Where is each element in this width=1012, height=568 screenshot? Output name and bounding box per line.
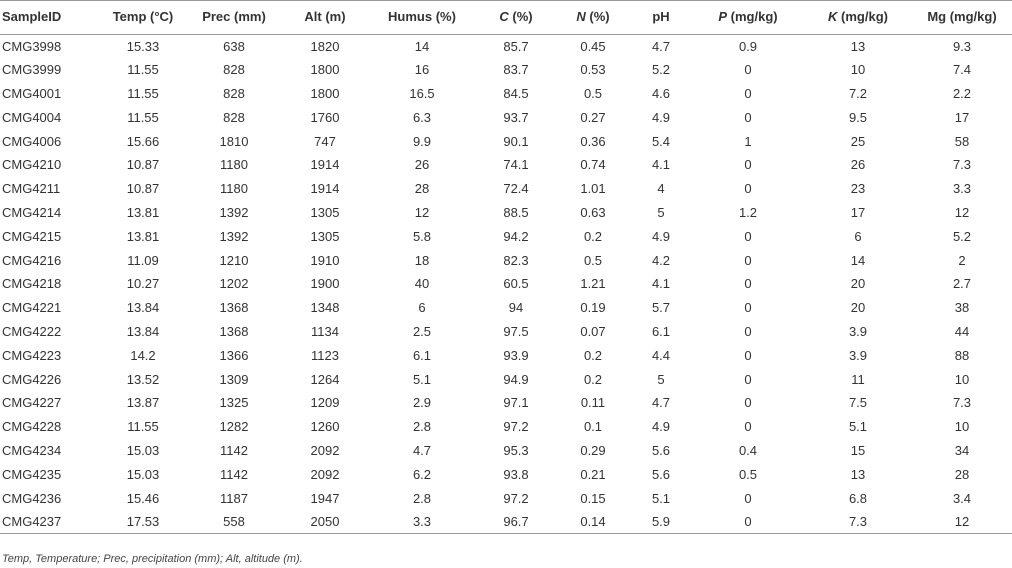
- table-cell: 88.5: [503, 204, 529, 220]
- column-header-unit: (mg/kg): [837, 9, 888, 25]
- table-cell: 0.27: [580, 109, 606, 125]
- table-cell: 0.14: [556, 510, 630, 534]
- table-row: [0, 343, 1012, 367]
- column-header: [368, 0, 476, 34]
- column-header: [100, 0, 186, 34]
- table-cell: 0: [744, 252, 752, 268]
- table-cell: 28: [414, 181, 430, 197]
- table-cell: 3.4: [952, 490, 972, 506]
- table-cell: 6.2: [412, 466, 432, 482]
- table-row: [0, 391, 1012, 415]
- table-cell: 3.3: [952, 181, 972, 197]
- table-cell: 0.63: [580, 204, 606, 220]
- table-cell: 4.1: [651, 157, 671, 173]
- table-cell: 0.11: [580, 395, 606, 411]
- table-cell: 11.55: [127, 85, 159, 101]
- table-cell: 97.1: [503, 395, 529, 411]
- table-cell: 10.27: [126, 276, 160, 292]
- table-cell: 97.2: [503, 490, 529, 506]
- table-cell: 1392: [219, 204, 249, 220]
- table-cell: 94: [508, 300, 524, 316]
- table-row: [0, 296, 1012, 320]
- table-cell: 15.46: [126, 490, 160, 506]
- table-cell: 4.2: [651, 252, 671, 268]
- table-cell: 2050: [282, 510, 368, 534]
- table-cell: 0.5: [738, 466, 758, 482]
- table-cell: 15.03: [126, 442, 160, 458]
- table-cell: 1209: [310, 395, 340, 411]
- table-cell: 1305: [310, 204, 340, 220]
- table-cell: 0.5: [583, 252, 603, 268]
- table-cell: 1820: [310, 38, 340, 54]
- table-row: [0, 248, 1012, 272]
- table-cell: 2.2: [952, 85, 972, 101]
- sample-id-cell: CMG4214: [2, 204, 62, 220]
- column-header: [556, 0, 630, 34]
- sample-id-cell: CMG4210: [2, 157, 62, 173]
- table-cell: 1187: [220, 490, 248, 506]
- table-row: [0, 224, 1012, 248]
- table-cell: 0.29: [580, 442, 606, 458]
- table-row: [0, 105, 1012, 129]
- table-cell: 0.2: [583, 371, 603, 387]
- table-cell: 0: [744, 419, 752, 435]
- table-cell: 6: [418, 300, 426, 316]
- table-cell: 11.55: [127, 419, 159, 435]
- table-cell: 44: [954, 323, 970, 339]
- sample-id-cell: CMG3998: [2, 38, 62, 54]
- table-cell: 60.5: [503, 276, 529, 292]
- table-cell: 13.84: [126, 323, 160, 339]
- column-header-unit: (mg/kg): [727, 9, 778, 25]
- table-cell: 14: [850, 252, 866, 268]
- table-cell: 1142: [220, 466, 248, 482]
- table-cell: 3.9: [848, 323, 868, 339]
- table-cell: 97.5: [503, 323, 529, 339]
- table-cell: 18: [414, 252, 430, 268]
- table-cell: 0.2: [583, 347, 603, 363]
- table-cell: 14.2: [130, 347, 156, 363]
- table-cell: 4.6: [651, 85, 671, 101]
- column-header-label: Temp (°C): [112, 9, 174, 25]
- table-cell: 74.1: [503, 157, 529, 173]
- table-row: [0, 34, 1012, 58]
- table-cell: 2092: [310, 466, 340, 482]
- table-cell: 13: [850, 38, 866, 54]
- table-cell: 0: [744, 228, 752, 244]
- column-header-variable: N: [576, 9, 586, 25]
- table-cell: 0.1: [583, 419, 603, 435]
- table-cell: 38: [954, 300, 970, 316]
- table-cell: 93.9: [503, 347, 529, 363]
- table-cell: 2.8: [412, 490, 432, 506]
- column-header: [476, 0, 556, 34]
- table-cell: 12: [912, 510, 1012, 534]
- table-cell: 1142: [220, 442, 248, 458]
- table-body: [0, 34, 1012, 534]
- table-cell: 1760: [310, 109, 340, 125]
- column-header-label: Humus (%): [388, 9, 456, 25]
- table-cell: 5.6: [651, 466, 671, 482]
- table-cell: 1.01: [580, 181, 606, 197]
- table-cell: 2.5: [412, 323, 432, 339]
- table-cell: 1202: [219, 276, 249, 292]
- table-cell: 9.5: [848, 109, 868, 125]
- table-cell: 4.9: [651, 228, 671, 244]
- table-cell: 0.53: [580, 62, 606, 78]
- table-cell: 6.8: [848, 490, 868, 506]
- table-cell: 828: [223, 62, 245, 78]
- sample-id-cell: CMG4223: [2, 347, 62, 363]
- table-cell: 13.84: [126, 300, 160, 316]
- table-cell: 1264: [310, 371, 340, 387]
- table-cell: 5: [657, 204, 665, 220]
- table-row: [0, 510, 1012, 534]
- table-cell: 1947: [310, 490, 340, 506]
- table-cell: 11.55: [127, 109, 159, 125]
- table-cell: 25: [850, 133, 866, 149]
- table-cell: 1368: [219, 323, 249, 339]
- table-row: [0, 153, 1012, 177]
- table-cell: 4.9: [651, 419, 671, 435]
- table-cell: 0.07: [580, 323, 606, 339]
- table-cell: 1800: [310, 85, 340, 101]
- sample-id-cell: CMG4221: [2, 300, 62, 316]
- table-cell: 6.1: [651, 323, 671, 339]
- table-cell: 26: [414, 157, 430, 173]
- column-header-unit: (%): [508, 9, 533, 25]
- table-cell: 4.1: [651, 276, 671, 292]
- table-cell: 15.66: [126, 133, 160, 149]
- table-cell: 20: [850, 276, 866, 292]
- table-cell: 1180: [220, 157, 248, 173]
- table-cell: 97.2: [503, 419, 529, 435]
- table-cell: 4.4: [651, 347, 671, 363]
- table-cell: 13.52: [126, 371, 160, 387]
- table-cell: 7.3: [952, 395, 972, 411]
- table-cell: 0.45: [580, 38, 606, 54]
- table-cell: 0.9: [738, 38, 758, 54]
- table-cell: 5.1: [412, 371, 432, 387]
- table-cell: 88: [954, 347, 970, 363]
- table-cell: 2.7: [952, 276, 972, 292]
- table-cell: 83.7: [503, 62, 529, 78]
- table-cell: 15.03: [126, 466, 160, 482]
- table-cell: 11.09: [127, 252, 159, 268]
- table-cell: 1914: [310, 157, 340, 173]
- table-cell: 4.7: [651, 395, 671, 411]
- table-cell: 0.4: [738, 442, 758, 458]
- table-row: [0, 462, 1012, 486]
- table-row: [0, 201, 1012, 225]
- sample-id-cell: CMG4001: [2, 85, 62, 101]
- sample-id-cell: CMG4215: [2, 228, 62, 244]
- table-row: [0, 82, 1012, 106]
- table-cell: 3.3: [368, 510, 476, 534]
- table-cell: 82.3: [503, 252, 529, 268]
- column-header: [282, 0, 368, 34]
- table-cell: 0.5: [583, 85, 603, 101]
- table-cell: 9.3: [952, 38, 972, 54]
- table-cell: 0.15: [580, 490, 606, 506]
- table-cell: 85.7: [503, 38, 529, 54]
- table-cell: 1900: [310, 276, 340, 292]
- column-header-label: SampleID: [2, 9, 62, 25]
- table-cell: 5.7: [651, 300, 671, 316]
- table-cell: 5.2: [651, 62, 671, 78]
- table-cell: 20: [850, 300, 866, 316]
- table-cell: 26: [850, 157, 866, 173]
- table-cell: 1282: [219, 419, 249, 435]
- table-cell: 0: [744, 276, 752, 292]
- table-row: [0, 129, 1012, 153]
- table-cell: 13.81: [126, 204, 160, 220]
- table-cell: 17: [954, 109, 970, 125]
- table-footnote: Temp, Temperature; Prec, precipitation (mm); Alt, altitude (m).: [2, 553, 303, 565]
- table-cell: 1910: [310, 252, 340, 268]
- table-cell: 5.2: [952, 228, 972, 244]
- table-cell: 1810: [219, 133, 249, 149]
- table-cell: 0.21: [580, 466, 606, 482]
- sample-id-cell: CMG4218: [2, 276, 62, 292]
- table-cell: 94.2: [503, 228, 529, 244]
- sample-id-cell: CMG4235: [2, 466, 62, 482]
- table-cell: 15.33: [126, 38, 160, 54]
- table-cell: 15: [850, 442, 866, 458]
- table-cell: 10: [850, 62, 866, 78]
- table-cell: 6.3: [412, 109, 432, 125]
- table-cell: 2.8: [412, 419, 432, 435]
- table-cell: 10.87: [126, 157, 160, 173]
- sample-id-cell: CMG4006: [2, 133, 62, 149]
- table-cell: 1123: [311, 347, 339, 363]
- table-cell: 0: [744, 181, 752, 197]
- table-cell: 13.81: [126, 228, 160, 244]
- table-cell: 2.9: [412, 395, 432, 411]
- table-cell: 93.7: [503, 109, 529, 125]
- table-cell: 0: [744, 371, 752, 387]
- table-row: [0, 439, 1012, 463]
- table-cell: 0.74: [580, 157, 606, 173]
- table-cell: 6.1: [412, 347, 432, 363]
- sample-id-cell: CMG4226: [2, 371, 62, 387]
- table-cell: 2: [958, 252, 966, 268]
- table-cell: 10: [954, 419, 970, 435]
- table-cell: 16.5: [409, 85, 435, 101]
- table-cell: 1348: [310, 300, 340, 316]
- table-cell: 6: [854, 228, 862, 244]
- sample-id-cell: CMG4234: [2, 442, 62, 458]
- table-cell: 1: [744, 133, 752, 149]
- table-cell: 1392: [219, 228, 249, 244]
- table-cell: 28: [954, 466, 970, 482]
- table-cell: 4.7: [412, 442, 432, 458]
- table-cell: 94.9: [503, 371, 529, 387]
- table-cell: 10: [954, 371, 970, 387]
- column-header-label: pH: [652, 9, 670, 25]
- table-cell: 40: [414, 276, 430, 292]
- table-cell: 13: [850, 466, 866, 482]
- table-cell: 5.9: [630, 510, 692, 534]
- table-cell: 0.2: [583, 228, 603, 244]
- table-cell: 14: [414, 38, 430, 54]
- sample-id-cell: CMG4227: [2, 395, 62, 411]
- column-header-unit: (%): [585, 9, 610, 25]
- column-header-variable: K: [828, 9, 838, 25]
- table-cell: 7.2: [848, 85, 868, 101]
- table-header: [0, 0, 1012, 34]
- table-cell: 1309: [219, 371, 249, 387]
- table-cell: 17.53: [100, 510, 186, 534]
- column-header: [630, 0, 692, 34]
- table-cell: 2092: [310, 442, 340, 458]
- table-row: [0, 367, 1012, 391]
- table-row: [0, 415, 1012, 439]
- table-cell: 0: [744, 157, 752, 173]
- table-cell: 0: [744, 490, 752, 506]
- sample-id-cell: CMG4211: [2, 181, 61, 197]
- table-cell: 5.6: [651, 442, 671, 458]
- table-cell: 1325: [219, 395, 249, 411]
- column-header-label: Prec (mm): [202, 9, 266, 25]
- table-cell: 828: [223, 109, 245, 125]
- table-cell: 0.36: [580, 133, 606, 149]
- table-row: [0, 272, 1012, 296]
- table-cell: 5: [657, 371, 665, 387]
- column-header-label: Mg (mg/kg): [927, 9, 997, 25]
- table-cell: 12: [954, 204, 970, 220]
- table-cell: 1305: [310, 228, 340, 244]
- table-cell: 0: [744, 300, 752, 316]
- table-row: [0, 320, 1012, 344]
- table-cell: 0: [744, 109, 752, 125]
- sample-id-cell: CMG4222: [2, 323, 62, 339]
- column-header: [912, 0, 1012, 34]
- column-header: [692, 0, 804, 34]
- table-cell: 7.5: [848, 395, 868, 411]
- column-header: [804, 0, 912, 34]
- column-header-variable: P: [718, 9, 728, 25]
- table-cell: 90.1: [503, 133, 529, 149]
- sample-id-cell: CMG4228: [2, 419, 62, 435]
- sample-id-cell: CMG4216: [2, 252, 62, 268]
- table-cell: 0: [744, 395, 752, 411]
- table-row: [0, 58, 1012, 82]
- header-row: [0, 0, 1012, 34]
- table-cell: 558: [186, 510, 282, 534]
- table-cell: 11: [851, 371, 865, 387]
- sample-id-cell: CMG4237: [0, 510, 100, 534]
- column-header: [0, 0, 100, 34]
- sample-id-cell: CMG3999: [2, 62, 62, 78]
- table-cell: 0.19: [580, 300, 606, 316]
- table-cell: 11.55: [127, 62, 159, 78]
- table-cell: 1914: [310, 181, 340, 197]
- table-cell: 84.5: [503, 85, 529, 101]
- table-cell: 1.21: [580, 276, 606, 292]
- table-cell: 1180: [220, 181, 248, 197]
- table-cell: 1.2: [738, 204, 758, 220]
- table-cell: 1368: [219, 300, 249, 316]
- table-cell: 16: [414, 62, 430, 78]
- table-cell: 96.7: [476, 510, 556, 534]
- table-cell: 747: [314, 133, 336, 149]
- table-cell: 1210: [219, 252, 249, 268]
- table-cell: 828: [223, 85, 245, 101]
- table-row: [0, 177, 1012, 201]
- table-cell: 1134: [311, 323, 339, 339]
- table-cell: 5.1: [848, 419, 868, 435]
- sample-id-cell: CMG4004: [2, 109, 62, 125]
- table-cell: 0: [692, 510, 804, 534]
- table-cell: 5.4: [651, 133, 671, 149]
- table-row: [0, 486, 1012, 510]
- table-cell: 3.9: [848, 347, 868, 363]
- table-cell: 1800: [310, 62, 340, 78]
- table-cell: 34: [954, 442, 970, 458]
- table-cell: 4.9: [651, 109, 671, 125]
- table-cell: 4.7: [651, 38, 671, 54]
- table-cell: 0: [744, 347, 752, 363]
- column-header: [186, 0, 282, 34]
- table-cell: 1366: [219, 347, 249, 363]
- table-cell: 638: [223, 38, 245, 54]
- table-cell: 72.4: [503, 181, 529, 197]
- column-header-variable: C: [499, 9, 509, 25]
- table-cell: 58: [954, 133, 970, 149]
- table-cell: 7.3: [804, 510, 912, 534]
- table-cell: 5.1: [651, 490, 671, 506]
- table-cell: 0: [744, 85, 752, 101]
- table-cell: 7.4: [952, 62, 972, 78]
- table-cell: 4: [657, 181, 665, 197]
- table-cell: 0: [744, 62, 752, 78]
- table-cell: 13.87: [126, 395, 160, 411]
- table-cell: 95.3: [503, 442, 529, 458]
- table-cell: 0: [744, 323, 752, 339]
- table-cell: 5.8: [412, 228, 432, 244]
- table-cell: 9.9: [412, 133, 432, 149]
- table-cell: 12: [414, 204, 430, 220]
- table-cell: 23: [850, 181, 866, 197]
- column-header-label: Alt (m): [304, 9, 346, 25]
- sample-id-cell: CMG4236: [2, 490, 62, 506]
- table-cell: 7.3: [952, 157, 972, 173]
- table-cell: 10.87: [126, 181, 160, 197]
- table-cell: 93.8: [503, 466, 529, 482]
- table-cell: 17: [850, 204, 866, 220]
- table-cell: 1260: [310, 419, 340, 435]
